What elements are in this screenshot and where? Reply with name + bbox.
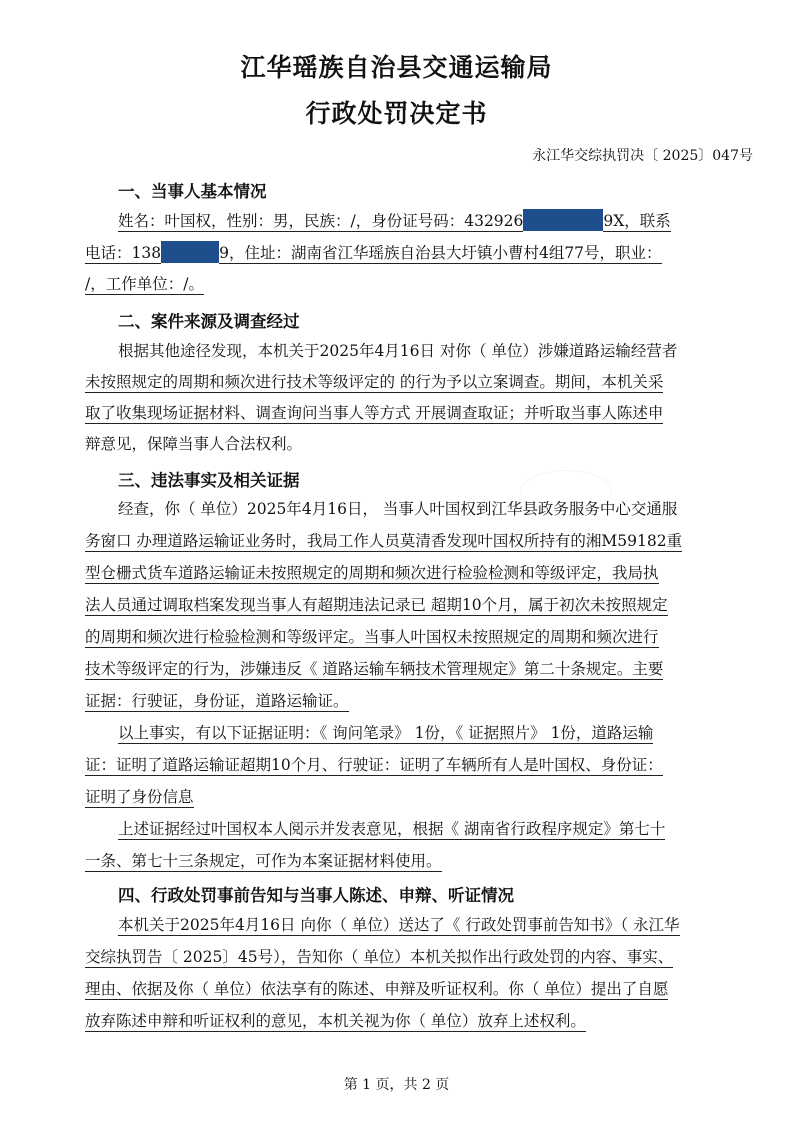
facts-line-1: 经查，你（ 单位）2025年4月16日， 当事人叶国权到江华县政务服务中心交通服 xyxy=(118,500,678,518)
party-employer: /，工作单位：/。 xyxy=(85,275,204,293)
party-id-suffix: 9X，联系 xyxy=(603,212,671,230)
source-line-3 xyxy=(85,400,750,426)
source-line-1: 根据其他途径发现，本机关于2025年4月16日 对你（ 单位）涉嫌道路运输经营者 xyxy=(118,342,678,360)
notice-text: 交综执罚告〔 2025〕45号），告知你（ 单位）本机关拟作出行政处罚的内容、事实、 xyxy=(85,948,674,966)
source-text: 未按照规定的周期和频次进行技术等级评定的 的行为予以立案调查。期间，本机关采 xyxy=(85,373,664,391)
facts-line-7 xyxy=(85,688,750,714)
review-line-1 xyxy=(118,816,750,842)
redaction-bar xyxy=(523,209,603,231)
notice-line-3 xyxy=(85,976,750,1002)
evidence-line-3 xyxy=(85,784,750,810)
section-heading-source: 二、案件来源及调查经过 xyxy=(118,312,300,331)
facts-text: 证据：行驶证，身份证，道路运输证。 xyxy=(85,692,349,710)
evidence-text: 以上事实，有以下证据证明：《 询问笔录》 1份，《 证据照片》 1份，道路运输 xyxy=(118,724,654,742)
facts-text: 务窗口 办理道路运输证业务时，我局工作人员莫清香发现叶国权所持有的湘M59182重 xyxy=(85,532,683,550)
section-heading-notice: 四、行政处罚事前告知与当事人陈述、申辩、听证情况 xyxy=(118,886,514,905)
facts-text: 型仓栅式货车道路运输证未按照规定的周期和频次进行检验检测和等级评定，我局执 xyxy=(85,564,659,582)
party-phone-prefix: 电话：138 xyxy=(85,244,162,262)
facts-line-2 xyxy=(85,528,750,554)
source-line-4: 辩意见，保障当事人合法权利。 xyxy=(85,435,303,453)
party-line-3 xyxy=(85,271,750,297)
party-line-2 xyxy=(85,240,750,266)
facts-line-6 xyxy=(85,656,750,682)
source-text: 取了收集现场证据材料、调查询问当事人等方式 开展调查取证；并听取当事人陈述申 xyxy=(85,404,664,422)
review-text: 上述证据经过叶国权本人阅示并发表意见，根据《 湖南省行政程序规定》第七十 xyxy=(118,820,666,838)
facts-line-3 xyxy=(85,560,750,586)
evidence-text: 证：证明了道路运输证超期10个月、行驶证：证明了车辆所有人是叶国权、身份证： xyxy=(85,756,663,774)
facts-text: 的周期和频次进行检验检测和等级评定。当事人叶国权未按照规定的周期和频次进行 xyxy=(85,628,659,646)
notice-text: 理由、依据及你（ 单位）依法享有的陈述、申辩及听证权利。你（ 单位）提出了自愿 xyxy=(85,980,669,998)
evidence-line-2 xyxy=(85,752,750,778)
redaction-bar xyxy=(161,241,219,263)
facts-line-4 xyxy=(85,592,750,618)
party-line-1 xyxy=(118,208,750,234)
notice-line-4 xyxy=(85,1008,750,1034)
notice-text: 本机关于2025年4月16日 向你（ 单位）送达了《 行政处罚事前告知书》（ 永江华 xyxy=(118,916,680,934)
party-address: 9，住址：湖南省江华瑶族自治县大圩镇小曹村4组77号，职业： xyxy=(219,244,662,262)
party-id-prefix: 姓名：叶国权，性别：男，民族：/，身份证号码：432926 xyxy=(118,212,524,230)
document-subtitle: 行政处罚决定书 xyxy=(305,99,488,128)
notice-text: 放弃陈述申辩和听证权利的意见，本机关视为你（ 单位）放弃上述权利。 xyxy=(85,1012,586,1030)
document-number: 永江华交综执罚决〔 2025〕047号 xyxy=(532,148,753,164)
notice-line-2 xyxy=(85,944,750,970)
facts-text: 技术等级评定的行为，涉嫌违反《 道路运输车辆技术管理规定》第二十条规定。主要 xyxy=(85,660,664,678)
section-heading-party: 一、当事人基本情况 xyxy=(118,182,267,201)
facts-text: 法人员通过调取档案发现当事人有超期违法记录已 超期10个月，属于初次未按照规定 xyxy=(85,596,668,614)
document-title: 江华瑶族自治县交通运输局 xyxy=(240,53,553,82)
source-line-2 xyxy=(85,369,750,395)
review-text: 一条、第七十三条规定，可作为本案证据材料使用。 xyxy=(85,852,442,870)
section-heading-facts: 三、违法事实及相关证据 xyxy=(118,471,300,490)
page-number: 第 1 页，共 2 页 xyxy=(343,1077,450,1093)
evidence-text: 证明了身份信息 xyxy=(85,788,194,806)
facts-line-5 xyxy=(85,624,750,650)
evidence-line-1 xyxy=(118,720,750,746)
notice-line-1 xyxy=(118,912,750,938)
review-line-2 xyxy=(85,848,750,874)
